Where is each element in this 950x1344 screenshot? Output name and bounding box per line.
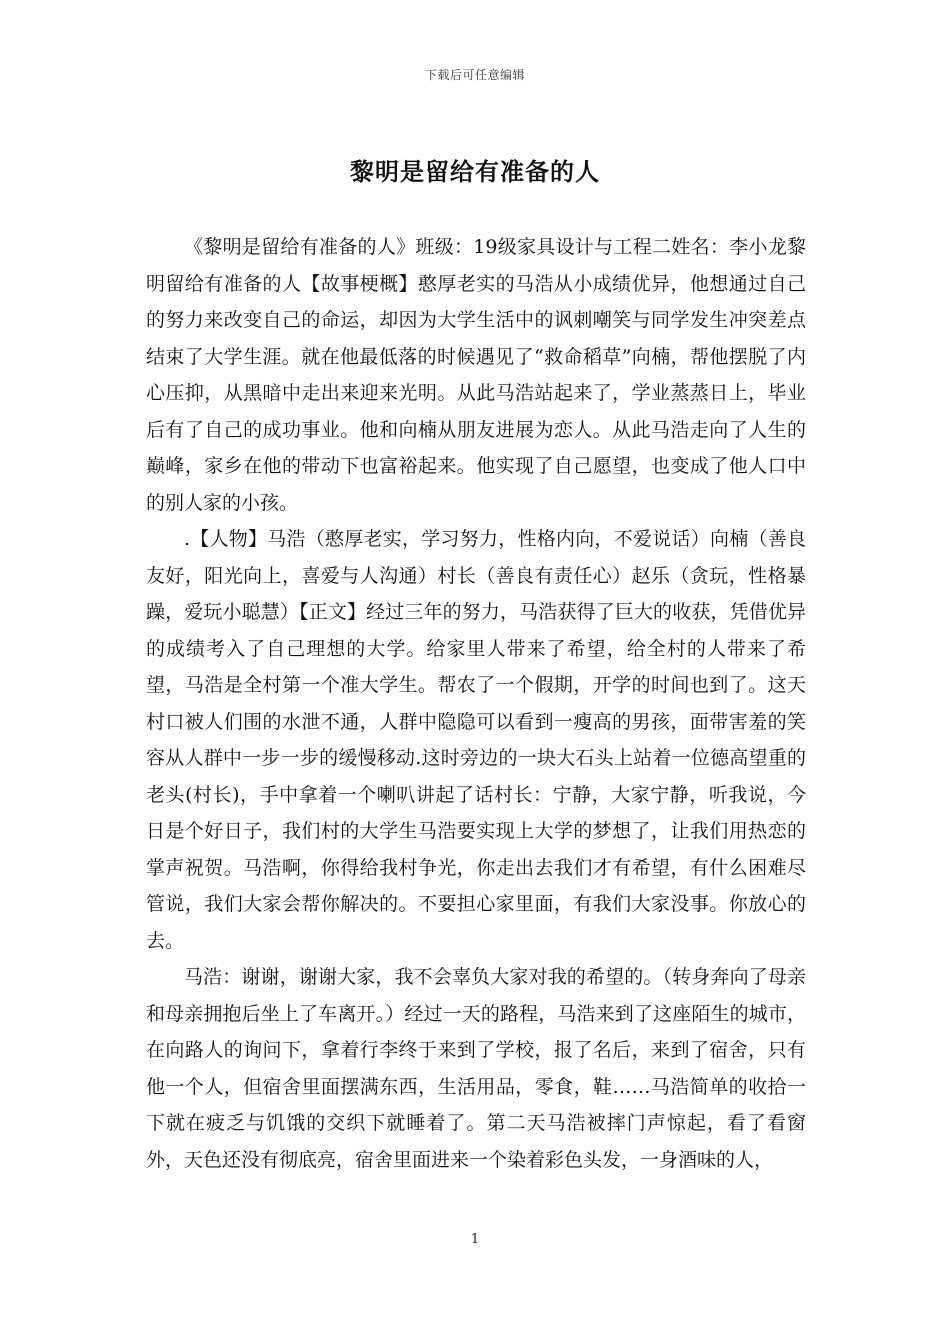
document-title: 黎明是留给有准备的人	[350, 157, 600, 186]
paragraph-characters-main: .【人物】马浩（憨厚老实，学习努力，性格内向，不爱说话）向楠（善良友好，阳光向上，喜爱与人沟通）村长（善良有责任心）赵乐（贪玩，性格暴躁，爱玩小聪慧）【正文】经过三年的努力，马浩获得了巨大的收获，凭借优异的成绩考入了自己理想的大学。给家里人带来了希望，给全村的人带来了希望，马浩是全村第一个准大学生。帮农了一个假期，开学的时间也到了。这天村口被人们围的水泄不通，人群中隐隐可以看到一瘦高的男孩，面带害羞的笑容从人群中一步一步的缓慢移动.这时旁边的一块大石头上站着一位德高望重的老头(村长)，手中拿着一个喇叭讲起了话村长：宁静，大家宁静，听我说，今日是个好日子，我们村的大学生马浩要实现上大学的梦想了，让我们用热恋的掌声祝贺。马浩啊，你得给我村争光，你走出去我们才有希望，有什么困难尽管说，我们大家会帮你解决的。不要担心家里面，有我们大家没事。你放心的去。	[146, 528, 806, 952]
paragraph-synopsis: 《黎明是留给有准备的人》班级：19级家具设计与工程二姓名：李小龙黎明留给有准备的人【故事梗概】憨厚老实的马浩从小成绩优异，他想通过自己的努力来改变自己的命运，却因为大学生活中的讽刺嘲笑与同学发生冲突差点结束了大学生涯。就在他最低落的时候遇见了“救命稻草”向楠，帮他摆脱了内心压抑，从黑暗中走出来迎来光明。从此马浩站起来了，学业蒸蒸日上，毕业后有了自己的成功事业。他和向楠从朋友进展为恋人。从此马浩走向了人生的巅峰，家乡在他的带动下也富裕起来。他实现了自己愿望，也变成了他人口中的别人家的小孩。	[146, 236, 806, 514]
page-header: 下载后可任意编辑	[424, 68, 525, 82]
page-number: 1	[470, 1232, 480, 1247]
paragraph-ma-hao-speech: 马浩：谢谢，谢谢大家，我不会辜负大家对我的希望的。（转身奔向了母亲和母亲拥抱后坐上了车离开。）经过一天的路程，马浩来到了这座陌生的城市，在向路人的询问下，拿着行李终于来到了学校，报了名后，来到了宿舍，只有他一个人，但宿舍里面摆满东西，生活用品，零食，鞋……马浩简单的收拾一下就在疲乏与饥饿的交织下就睡着了。第二天马浩被摔门声惊起，看了看窗外，天色还没有彻底亮，宿舍里面进来一个染着彩色头发，一身酒味的人，	[146, 966, 806, 1171]
document-body	[146, 229, 806, 1178]
